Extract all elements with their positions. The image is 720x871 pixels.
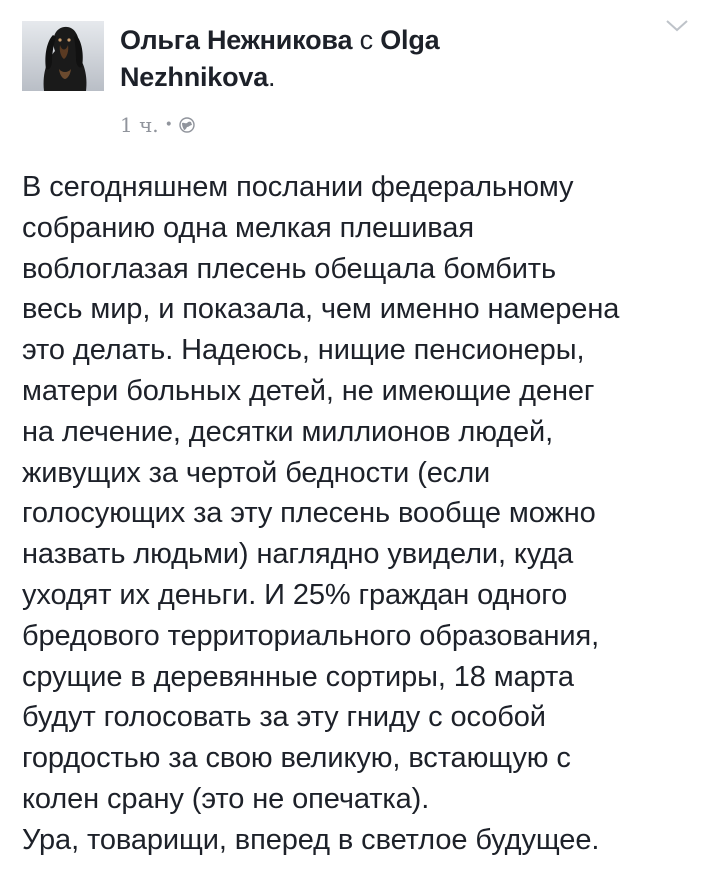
post-text-line: срущие в деревянные сортиры, 18 марта	[22, 660, 574, 693]
author-name[interactable]: Ольга Нежникова	[120, 25, 353, 55]
avatar[interactable]	[22, 21, 104, 91]
post-text-line: голосующих за эту плесень вообще можно	[22, 497, 596, 530]
post-text-line: воблоглазая плесень обещала бомбить	[22, 252, 556, 285]
post-text-line: Ура, товарищи, вперед в светлое будущее.	[22, 823, 600, 856]
post-text-line: весь мир, и показала, чем именно намерена	[22, 293, 620, 326]
globe-icon	[179, 117, 195, 133]
timestamp[interactable]: 1 ч.	[120, 113, 159, 137]
post-text-line: бредового территориального образования,	[22, 619, 600, 652]
post-text-line: гордостью за свою великую, встающую с	[22, 742, 571, 775]
tagged-user-name-line1[interactable]: Olga	[380, 25, 440, 55]
post-text-line: это делать. Надеюсь, нищие пенсионеры,	[22, 334, 585, 367]
post-meta	[120, 113, 195, 137]
post-text-line: назвать людьми) наглядно увидели, куда	[22, 538, 574, 571]
chevron-down-icon[interactable]	[664, 16, 690, 36]
tagged-user-name-line2[interactable]: Nezhnikova	[120, 62, 269, 92]
post-text	[22, 167, 707, 861]
post-text-line: уходят их деньги. И 25% граждан одного	[22, 578, 568, 611]
post-header	[120, 22, 640, 96]
meta-separator: •	[164, 117, 173, 133]
post-text-line: матери больных детей, не имеющие денег	[22, 374, 595, 407]
avatar-dog-photo	[22, 21, 104, 91]
with-word: с	[359, 25, 373, 55]
post-text-line: живущих за чертой бедности (если	[22, 456, 491, 489]
post-text-line: на лечение, десятки миллионов людей,	[22, 415, 554, 448]
post-text-line: колен срану (это не опечатка).	[22, 782, 430, 815]
post-text-line: собранию одна мелкая плешивая	[22, 211, 474, 244]
period: .	[268, 62, 276, 92]
post-text-line: В сегодняшнем послании федеральному	[22, 171, 574, 203]
post-text-line: будут голосовать за эту гниду с особой	[22, 701, 546, 734]
